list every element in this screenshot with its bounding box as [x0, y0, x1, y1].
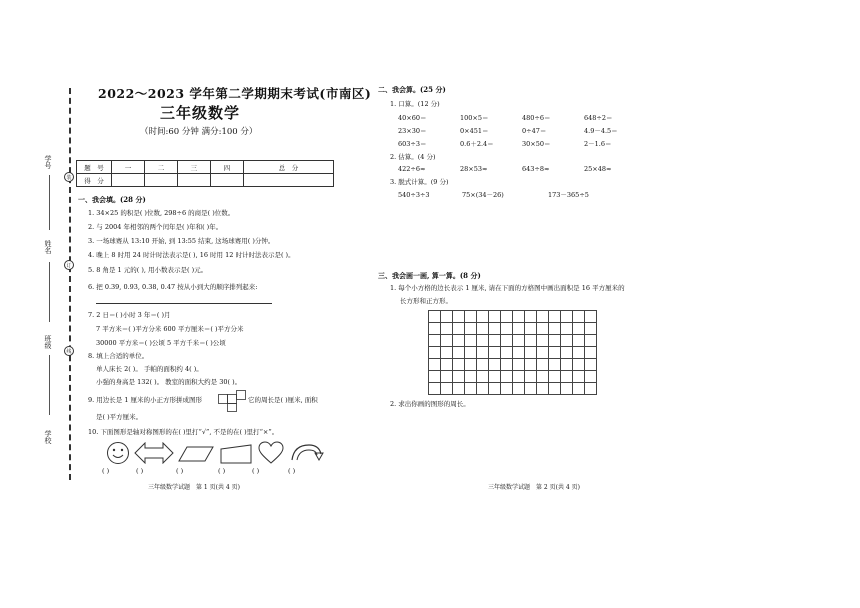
school-label: 学校	[44, 430, 52, 444]
oral-item: 603÷3＝	[398, 140, 427, 148]
question-3-2: 2. 求出你画的图形的周长。	[390, 400, 470, 408]
score-cell[interactable]	[112, 174, 145, 187]
score-row-label: 得 分	[77, 174, 112, 187]
student-id-label: 学号	[44, 155, 52, 169]
oral-item: 2－1.6＝	[584, 140, 612, 148]
oral-item: 480÷6＝	[522, 114, 551, 122]
binding-line	[69, 88, 71, 480]
oral-item: 100×5＝	[460, 114, 489, 122]
question-1-1: 1. 34×25 的积是( )位数, 298÷6 的商是( )位数。	[88, 209, 235, 217]
score-cell[interactable]	[177, 174, 210, 187]
question-1-7c: 30000 平方米＝( )公顷 5 平方千米＝( )公顷	[96, 339, 226, 347]
student-id-line	[49, 175, 50, 230]
exam-title: 2022～2023 学年第二学期期末考试(市南区)	[98, 86, 372, 101]
question-1-10: 10. 下面图形是轴对称图形的在( )里打“√”, 不是的在( )里打“×”。	[88, 428, 279, 436]
figure-answer-3[interactable]: ( )	[176, 467, 184, 475]
question-1-4: 4. 晚上 8 时用 24 时计时法表示是( ), 16 时用 12 时计时法表示是( )。	[88, 251, 295, 259]
question-1-9c: 是( )平方厘米。	[96, 413, 143, 421]
figure-answer-2[interactable]: ( )	[136, 467, 144, 475]
class-line	[49, 355, 50, 415]
oral-item: 0×451＝	[460, 127, 489, 135]
section2-heading: 二、我会算。(25 分)	[378, 85, 446, 94]
score-header-cell: 一	[112, 161, 145, 174]
step-calc-heading: 3. 脱式计算。(9 分)	[390, 178, 449, 186]
figure-answer-4[interactable]: ( )	[218, 467, 226, 475]
time-info: （时间:60 分钟 满分:100 分）	[140, 127, 258, 137]
page-footer-left: 三年级数学试题 第 1 页(共 4 页)	[148, 484, 240, 491]
binding-circle-3: 线	[64, 346, 74, 356]
score-cell[interactable]	[210, 174, 243, 187]
page-footer-right: 三年级数学试题 第 2 页(共 4 页)	[488, 484, 580, 491]
double-arrow-figure	[134, 442, 174, 464]
question-1-7b: 7 平方米＝( )平方分米 600 平方厘米＝( )平方分米	[96, 325, 244, 333]
trapezoid-figure	[220, 444, 252, 464]
estimate-item: 25×48≈	[584, 165, 612, 173]
score-cell[interactable]	[144, 174, 177, 187]
smiley-face-figure	[106, 441, 130, 465]
section3-heading: 三、我会画一画, 算一算。(8 分)	[378, 271, 481, 280]
score-table	[76, 160, 334, 187]
answer-line[interactable]	[96, 303, 272, 304]
question-1-9b: 它的周长是( )厘米, 面积	[248, 396, 318, 404]
oral-item: 4.9－4.5＝	[584, 127, 618, 135]
step-calc-item: 173－365÷5	[548, 191, 589, 199]
curved-arrow-figure	[289, 442, 325, 464]
binding-circle-2: 订	[64, 260, 74, 270]
question-1-8: 8. 填上合适的单位。	[88, 352, 149, 360]
question-1-3: 3. 一场球赛从 13:10 开始, 到 13:55 结束, 这场球赛用( )分钟。	[88, 237, 275, 245]
question-3-1-line1: 1. 每个小方格的边长表示 1 厘米, 请在下面的方格图中画出面积是 16 平方厘米的	[390, 284, 625, 292]
estimate-item: 643÷8≈	[522, 165, 550, 173]
question-1-7a: 7. 2 日＝( )小时 3 年＝( )月	[88, 311, 171, 319]
name-label: 姓名	[44, 240, 52, 254]
score-header-cell: 三	[177, 161, 210, 174]
estimate-item: 422÷6≈	[398, 165, 426, 173]
question-1-2: 2. 与 2004 年相邻的两个闰年是( )年和( )年。	[88, 223, 223, 231]
question-3-1-line2: 长方形和正方形。	[400, 297, 452, 305]
section1-heading: 一、我会填。(28 分)	[78, 195, 146, 204]
estimate-item: 28×53≈	[460, 165, 488, 173]
score-header-cell: 二	[144, 161, 177, 174]
question-1-8a: 单人床长 2( )。 手帕的面积约 4( )。	[96, 365, 203, 373]
step-calc-item: 75×(34－26)	[462, 191, 504, 199]
score-table-header-row	[77, 161, 334, 174]
figure-answer-5[interactable]: ( )	[252, 467, 260, 475]
score-table-score-row	[77, 174, 334, 187]
question-1-5: 5. 8 角是 1 元的( ), 用小数表示是( )元。	[88, 266, 208, 274]
question-1-8b: 小强的身高是 132( )。 教室的面积大约是 30( )。	[96, 378, 242, 386]
oral-item: 0.6＋2.4＝	[460, 140, 494, 148]
score-header-cell: 四	[210, 161, 243, 174]
parallelogram-figure	[178, 446, 214, 462]
square-shape-figure	[218, 390, 246, 412]
heart-figure	[258, 441, 284, 465]
question-1-9a: 9. 用边长是 1 厘米的小正方形拼成图形	[88, 396, 203, 404]
score-header-cell: 题 号	[77, 161, 112, 174]
oral-calc-heading: 1. 口算。(12 分)	[390, 100, 440, 108]
class-label: 班级	[44, 335, 52, 349]
score-cell[interactable]	[243, 174, 333, 187]
estimate-heading: 2. 估算。(4 分)	[390, 153, 436, 161]
subject-title: 三年级数学	[160, 104, 241, 122]
figure-answer-6[interactable]: ( )	[288, 467, 296, 475]
step-calc-item: 540÷3÷3	[398, 191, 430, 199]
oral-item: 40×60＝	[398, 114, 427, 122]
question-1-6: 6. 把 0.39, 0.93, 0.38, 0.47 按从小到大的顺序排列起来:	[88, 283, 258, 291]
score-header-cell: 总 分	[243, 161, 333, 174]
figure-answer-1[interactable]: ( )	[102, 467, 110, 475]
oral-item: 648÷2＝	[584, 114, 613, 122]
binding-circle-1: 装	[64, 172, 74, 182]
oral-item: 23×30＝	[398, 127, 427, 135]
oral-item: 0÷47＝	[522, 127, 547, 135]
square-grid[interactable]	[428, 310, 597, 395]
name-line	[49, 262, 50, 322]
binding-margin	[62, 88, 78, 480]
oral-item: 30×50＝	[522, 140, 551, 148]
